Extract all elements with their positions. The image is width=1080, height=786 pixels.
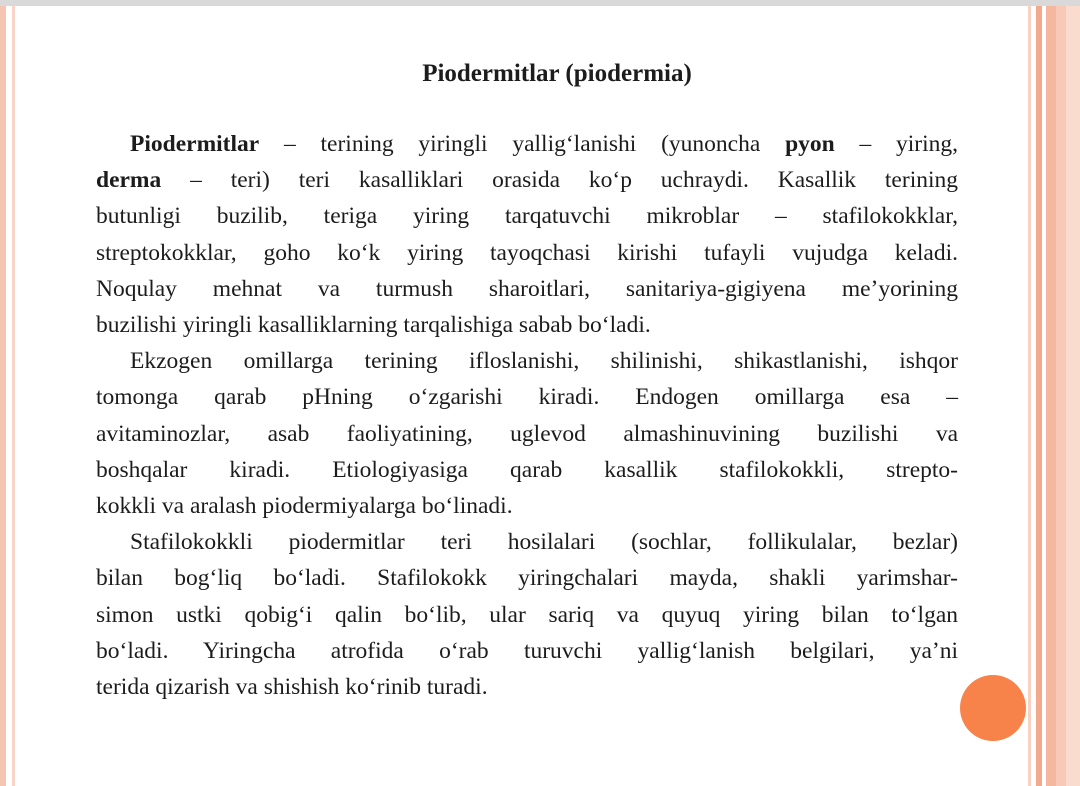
term-pyon: pyon [785,131,835,157]
text-line: buzilishi yiringli kasalliklarning tarqalishiga sabab bo‘ladi. [96,312,651,339]
right-accent-stripes [1028,6,1080,786]
text-line: tomonga qarab pHning o‘zgarishi kiradi. Endogen omillarga esa – [96,384,958,411]
top-border [0,0,1080,6]
text-line: simon ustki qobig‘i qalin bo‘lib, ular sariq va quyuq yiring bilan to‘lgan [96,601,958,628]
text-line: terida qizarish va shishish ko‘rinib turadi. [96,674,488,701]
text-line: streptokokklar, goho ko‘k yiring tayoqchasi kirishi tufayli vujudga keladi. [96,239,958,266]
text-line: Piodermitlar – terining yiringli yallig‘lanishi (yunoncha pyon – yiring, [130,131,958,157]
text-line: bilan bog‘liq bo‘ladi. Stafilokokk yiringchalari mayda, shakli yarimshar- [96,565,958,592]
term-piodermitlar: Piodermitlar [130,131,260,157]
text-line: Stafilokokkli piodermitlar teri hosilalari (sochlar, follikulalar, bezlar) [130,529,958,556]
text-line: kokkli va aralash piodermiyalarga bo‘linadi. [96,493,513,520]
text-line: avitaminozlar, asab faoliyatining, uglevod almashinuvining buzilishi va [96,420,958,447]
text-line: Ekzogen omillarga terining ifloslanishi, shilinishi, shikastlanishi, ishqor [130,348,958,375]
text-line: Noqulay mehnat va turmush sharoitlari, sanitariya-gigiyena me’yorining [96,275,958,302]
left-accent-line [12,6,15,786]
text-line: boshqalar kiradi. Etiologiyasiga qarab kasallik stafilokokkli, strepto- [96,456,958,483]
document-body [96,126,958,705]
text-line: bo‘ladi. Yiringcha atrofida o‘rab turuvchi yallig‘lanish belgilari, ya’ni [96,637,958,664]
text-line: derma – teri) teri kasalliklari orasida ko‘p uchraydi. Kasallik terining [96,167,958,194]
text-line: butunligi buzilib, teriga yiring tarqatuvchi mikroblar – stafilokokklar, [96,203,958,230]
document-title: Piodermitlar (piodermia) [422,60,692,87]
document-page [96,56,958,701]
slide-decoration-circle [960,675,1026,741]
term-derma: derma [96,167,162,194]
